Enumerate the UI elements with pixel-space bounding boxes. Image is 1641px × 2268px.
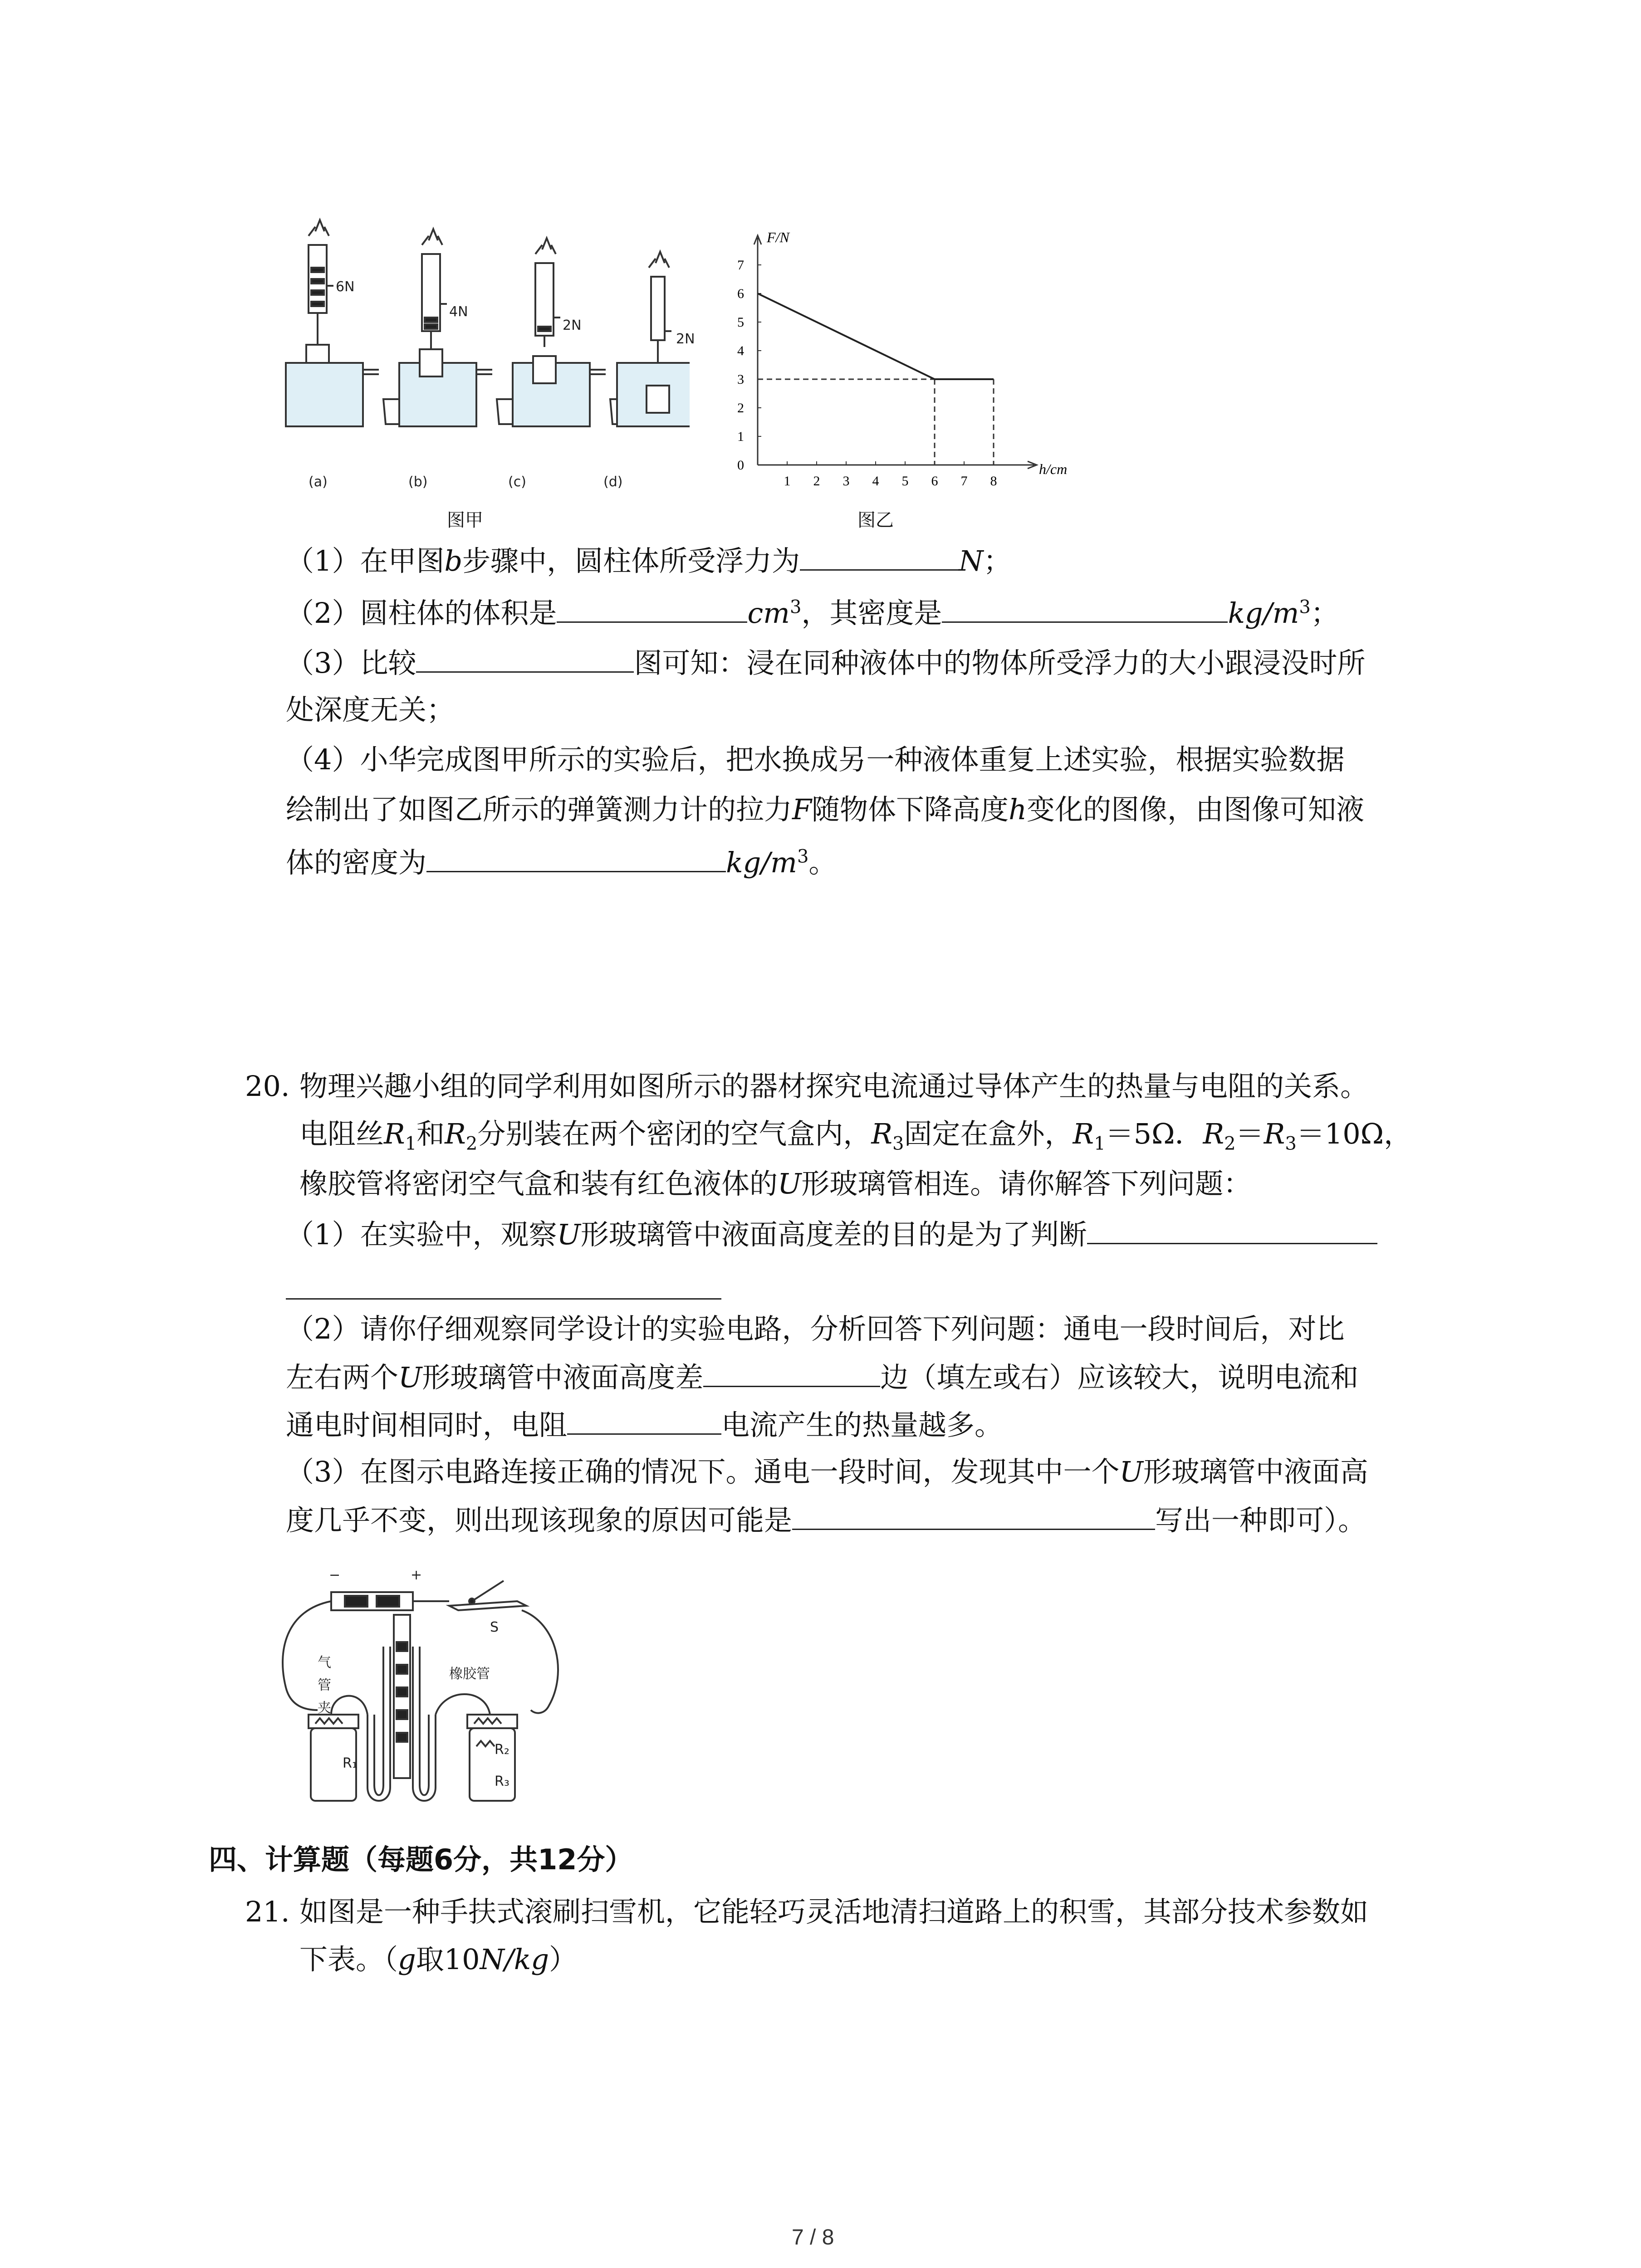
battery-plus-label: +: [411, 1567, 422, 1583]
y-tick-label: 3: [737, 372, 744, 387]
q20-blank-2[interactable]: [703, 1359, 880, 1387]
q19-blank-1[interactable]: [800, 542, 959, 571]
q20-line3: 橡胶管将密闭空气盒和装有红色液体的U形玻璃管相连。请你解答下列问题：: [299, 1167, 1252, 1200]
series-line: [758, 293, 994, 379]
setup-a: [286, 220, 402, 426]
switch-icon: [449, 1581, 526, 1610]
x-tick-label: 3: [843, 474, 850, 489]
switch-label: S: [490, 1619, 499, 1635]
battery-icon: [331, 1592, 413, 1610]
q21-line2: 下表。（g取10N/kg）: [299, 1943, 578, 1976]
force-label-b: 4N: [449, 304, 468, 320]
q19-part4-line2: 绘制出了如图乙所示的弹簧测力计的拉力F随物体下降高度h变化的图像，由图像可知液: [286, 793, 1365, 826]
q20-blank-3[interactable]: [567, 1406, 721, 1435]
x-tick-label: 8: [990, 474, 997, 489]
x-tick-label: 2: [813, 474, 820, 489]
x-axis-label: h/cm: [1039, 461, 1068, 477]
y-tick-label: 7: [737, 258, 744, 273]
r3-label: R₃: [495, 1774, 509, 1789]
y-tick-label: 5: [737, 315, 744, 330]
q20-part1: （1）在实验中，观察U形玻璃管中液面高度差的目的是为了判断: [286, 1216, 1377, 1253]
sublabel-c: (c): [508, 474, 526, 490]
x-tick-label: 5: [901, 474, 909, 489]
left-air-box: [309, 1715, 358, 1728]
page-number: 7 / 8: [792, 2225, 834, 2249]
q20-blank-1-cont[interactable]: [286, 1298, 721, 1300]
clip-label-1: 气: [318, 1655, 331, 1671]
q19-part1: （1）在甲图b步骤中，圆柱体所受浮力为 N；: [286, 542, 1011, 579]
q20-part3-line2: 度几乎不变，则出现该现象的原因可能是 写出一种即可）。: [286, 1501, 1366, 1539]
figure-jia: [272, 218, 690, 499]
q21-line1: 如图是一种手扶式滚刷扫雪机，它能轻巧灵活地清扫道路上的积雪，其部分技术参数如: [299, 1895, 1369, 1928]
right-air-box: [467, 1715, 517, 1728]
q20-number: 20.: [245, 1070, 290, 1103]
rubber-tube-label: 橡胶管: [449, 1666, 490, 1682]
q20-part3: （3）在图示电路连接正确的情况下。通电一段时间，发现其中一个U形玻璃管中液面高: [286, 1455, 1368, 1488]
battery-minus-label: −: [329, 1567, 341, 1583]
q20-blank-1[interactable]: [1087, 1216, 1377, 1244]
r1-label: R₁: [343, 1755, 358, 1771]
sublabel-a: (a): [309, 474, 328, 490]
sublabel-d: (d): [603, 474, 623, 490]
y-tick-label: 1: [737, 429, 744, 444]
setup-b: [399, 229, 515, 426]
x-tick-label: 7: [960, 474, 968, 489]
q19-blank-2[interactable]: [557, 594, 747, 623]
y-tick-label: 0: [737, 458, 744, 473]
q19-blank-5[interactable]: [426, 844, 726, 872]
y-tick-label: 4: [737, 343, 744, 358]
q20-part2: （2）请你仔细观察同学设计的实验电路，分析回答下列问题：通电一段时间后，对比: [286, 1312, 1345, 1345]
clip-label-3: 夹: [318, 1700, 331, 1716]
q19-blank-4[interactable]: [416, 644, 634, 673]
sublabel-b: (b): [408, 474, 428, 490]
y-tick-label: 2: [737, 401, 744, 415]
x-tick-label: 1: [784, 474, 791, 489]
q20-line2: 电阻丝$R_1$和$R_2$分别装在两个密闭的空气盒内，$R_3$固定在盒外，$R_1=5\Omega$．$R_2=R_3=10\Omega$，: [299, 1117, 1412, 1154]
q19-part3-cont: 处深度无关；: [286, 693, 455, 726]
x-tick-label: 6: [931, 474, 938, 489]
figure-jia-caption: 图甲: [447, 510, 483, 531]
clip-label-2: 管: [318, 1677, 331, 1693]
x-tick-label: 4: [872, 474, 879, 489]
q19-part4-line3: 体的密度为 $kg/m^3$。: [286, 844, 837, 881]
y-axis-label: F/N: [767, 229, 789, 245]
q19-part4: （4）小华完成图甲所示的实验后，把水换成另一种液体重复上述实验，根据实验数据: [286, 743, 1345, 776]
q21-number: 21.: [245, 1895, 290, 1928]
force-label-d: 2N: [676, 331, 695, 347]
section4-heading: 四、计算题（每题6分，共12分）: [209, 1843, 633, 1876]
q19-blank-3[interactable]: [942, 594, 1228, 623]
q20-line1: 物理兴趣小组的同学利用如图所示的器材探究电流通过导体产生的热量与电阻的关系。: [299, 1070, 1369, 1103]
figure-yi-chart: [717, 213, 1089, 494]
y-tick-label: 6: [737, 286, 744, 301]
q20-part2-line3: 通电时间相同时，电阻 电流产生的热量越多。: [286, 1406, 1003, 1443]
q20-part2-line2: 左右两个U形玻璃管中液面高度差 边（填左或右）应该较大，说明电流和: [286, 1359, 1358, 1396]
force-label-a: 6N: [336, 279, 355, 295]
r2-label: R₂: [495, 1742, 509, 1758]
q20-blank-4[interactable]: [792, 1501, 1155, 1530]
q19-part2: （2）圆柱体的体积是 $cm^3$，其密度是 $kg/m^3$；: [286, 594, 1339, 631]
q19-part3: （3）比较 图可知：浸在同种液体中的物体所受浮力的大小跟浸没时所: [286, 644, 1365, 681]
force-label-c: 2N: [563, 318, 582, 333]
figure-yi-caption: 图乙: [857, 510, 894, 531]
